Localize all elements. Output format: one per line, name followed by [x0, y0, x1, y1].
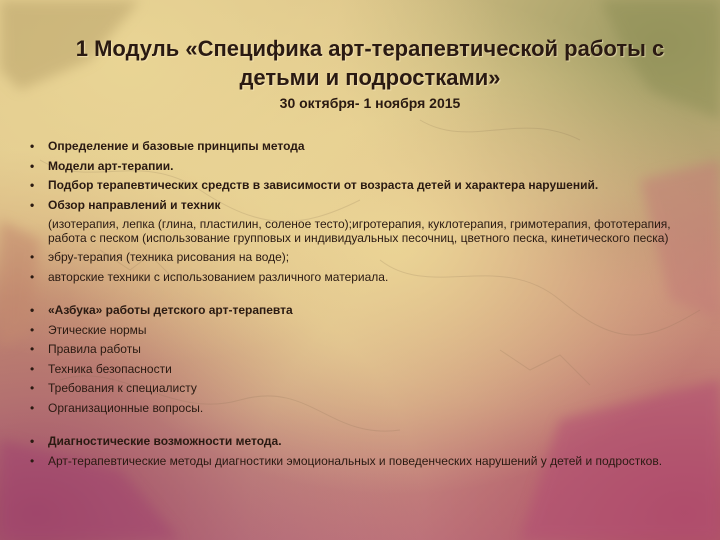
spacer: [30, 421, 700, 435]
list-item: • Правила работы: [30, 342, 141, 356]
slide-dates: 30 октября- 1 ноября 2015: [279, 95, 461, 111]
list-item: • Техника безопасности: [30, 361, 172, 376]
content-list: [30, 140, 700, 474]
list-item: • Модели арт-терапии.: [30, 158, 174, 173]
bullet-icon: •: [30, 361, 35, 376]
list-item: • Подбор терапевтических средств в зависимости от возраста детей и характера нарушений.: [30, 178, 599, 192]
list-item: • авторские техники с использованием различного материала.: [30, 269, 389, 284]
techniques-note: (изотерапия, лепка (глина, пластилин, соленое тесто);игротерапия, куклотерапия, гримотерапия, фототерапия, работа с песком (использование групповых и индивидуальных песочниц, цветного песка, кинетического песка): [48, 217, 671, 245]
list-item: • Этические нормы: [30, 322, 147, 337]
bullet-icon: •: [30, 158, 35, 173]
bullet-icon: •: [30, 342, 35, 356]
list-item: • эбру-терапия (техника рисования на воде);: [30, 250, 290, 264]
bullet-icon: •: [30, 197, 35, 212]
bullet-icon: •: [30, 269, 35, 284]
bullet-icon: •: [30, 139, 35, 153]
bullet-icon: •: [30, 400, 35, 415]
bullet-icon: •: [30, 250, 35, 264]
bullet-icon: •: [30, 434, 35, 448]
bullet-icon: •: [30, 322, 35, 337]
bullet-icon: •: [30, 303, 35, 317]
bullet-icon: •: [30, 453, 35, 468]
spacer: [30, 290, 700, 304]
list-item: • «Азбука» работы детского арт-терапевта: [30, 303, 293, 317]
list-item: • Определение и базовые принципы метода: [30, 139, 305, 153]
list-item: • Диагностические возможности метода.: [30, 434, 282, 448]
slide-title: 1 Модуль «Специфика арт-терапевтической работы с детьми и подростками»: [75, 36, 665, 90]
list-item: • Арт-терапевтические методы диагностики эмоциональных и поведенческих нарушений у детей и подростков.: [30, 453, 663, 468]
bullet-icon: •: [30, 178, 35, 192]
list-item: • Требования к специалисту: [30, 381, 197, 395]
list-item: • Обзор направлений и техник: [30, 197, 221, 212]
list-item: • Организационные вопросы.: [30, 400, 204, 415]
bullet-icon: •: [30, 381, 35, 395]
